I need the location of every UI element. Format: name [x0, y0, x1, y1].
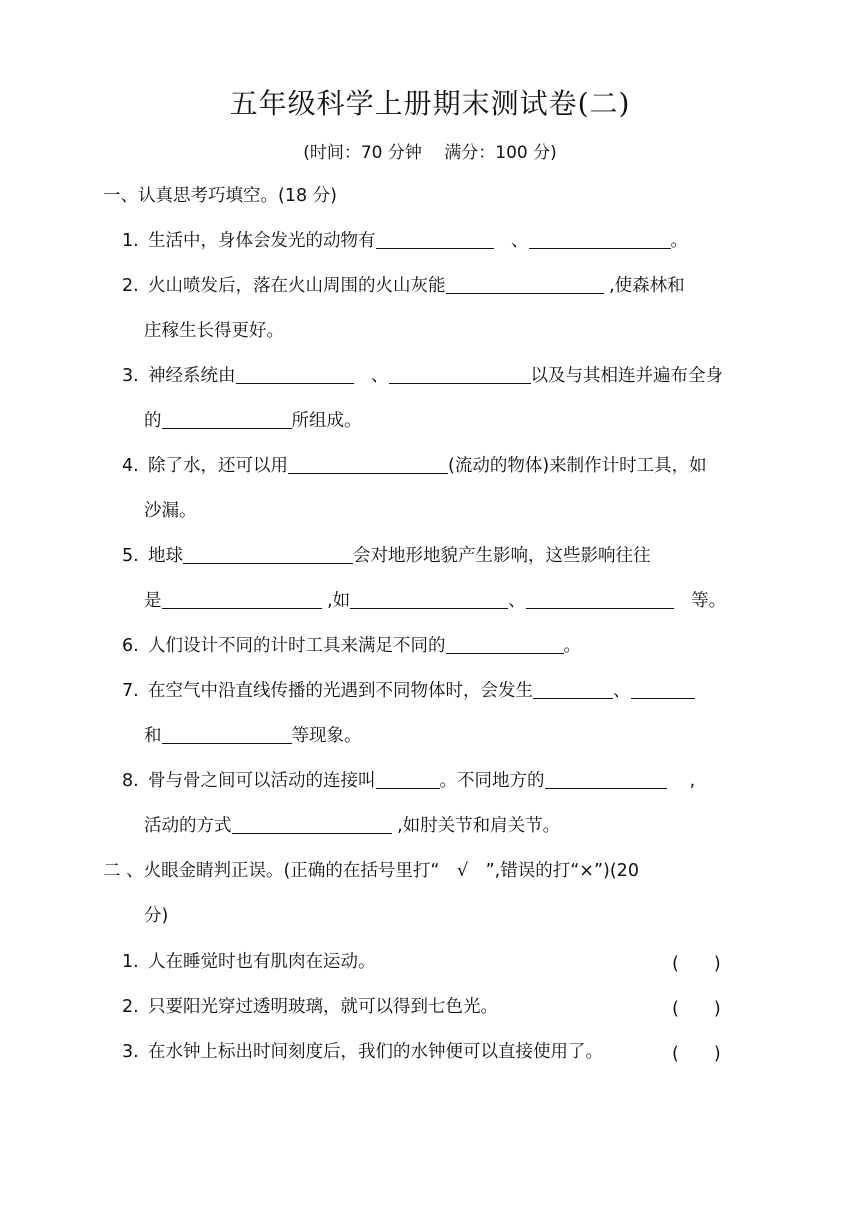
question-2: 2. 火山喷发后，落在火山周围的火山灰能 ,使森林和 — [122, 276, 685, 296]
section2-heading-cont: 分) — [144, 906, 169, 926]
question-3-cont: 的 所组成。 — [144, 411, 362, 431]
question-7-cont: 和 等现象。 — [144, 726, 362, 746]
question-7: 7. 在空气中沿直线传播的光遇到不同物体时，会发生 、 — [122, 679, 695, 703]
judge-question-2: 2. 只要阳光穿过透明玻璃，就可以得到七色光。 — [122, 997, 498, 1017]
answer-blank[interactable] — [529, 229, 671, 249]
answer-blank[interactable] — [545, 769, 667, 789]
answer-paren[interactable]: ( ) — [672, 999, 721, 1019]
question-5-cont: 是 ,如 、 等。 — [144, 591, 727, 611]
question-8-cont: 活动的方式 ,如肘关节和肩关节。 — [144, 816, 561, 836]
answer-blank[interactable] — [162, 589, 322, 609]
question-6: 6. 人们设计不同的计时工具来满足不同的 。 — [122, 636, 581, 656]
judge-question-3: 3. 在水钟上标出时间刻度后，我们的水钟便可以直接使用了。 — [122, 1042, 603, 1062]
answer-blank[interactable] — [162, 724, 292, 744]
answer-blank[interactable] — [533, 679, 613, 699]
answer-paren[interactable]: ( ) — [672, 1044, 721, 1064]
exam-time-score: (时间：70 分钟 满分：100 分) — [303, 143, 557, 163]
judge-question-1: 1. 人在睡觉时也有肌肉在运动。 — [122, 952, 376, 972]
answer-blank[interactable] — [389, 364, 531, 384]
answer-blank[interactable] — [183, 544, 353, 564]
page-title: 五年级科学上册期末测试卷(二) — [229, 87, 631, 120]
answer-blank[interactable] — [376, 769, 440, 789]
section1-heading: 一、认真思考巧填空。(18 分) — [103, 186, 337, 206]
answer-blank[interactable] — [162, 409, 292, 429]
answer-blank[interactable] — [376, 229, 494, 249]
answer-paren[interactable]: ( ) — [672, 954, 721, 974]
question-4: 4. 除了水，还可以用 (流动的物体)来制作计时工具，如 — [122, 456, 707, 476]
answer-blank[interactable] — [526, 589, 674, 609]
section2-heading: 二 、火眼金睛判正误。(正确的在括号里打“ √ ”,错误的打“×”)(20 — [103, 861, 639, 881]
answer-blank[interactable] — [288, 454, 448, 474]
answer-blank[interactable] — [631, 679, 695, 699]
question-1: 1. 生活中，身体会发光的动物有 、 。 — [122, 231, 688, 251]
question-8: 8. 骨与骨之间可以活动的连接叫 。不同地方的 , — [122, 771, 696, 791]
answer-blank[interactable] — [236, 364, 354, 384]
question-4-cont: 沙漏。 — [144, 501, 197, 521]
question-2-cont: 庄稼生长得更好。 — [144, 321, 284, 341]
answer-blank[interactable] — [350, 589, 508, 609]
answer-blank[interactable] — [446, 274, 604, 294]
question-5: 5. 地球 会对地形地貌产生影响，这些影响往往 — [122, 546, 651, 566]
question-3: 3. 神经系统由 、 以及与其相连并遍布全身 — [122, 366, 723, 386]
answer-blank[interactable] — [232, 814, 392, 834]
answer-blank[interactable] — [446, 634, 564, 654]
